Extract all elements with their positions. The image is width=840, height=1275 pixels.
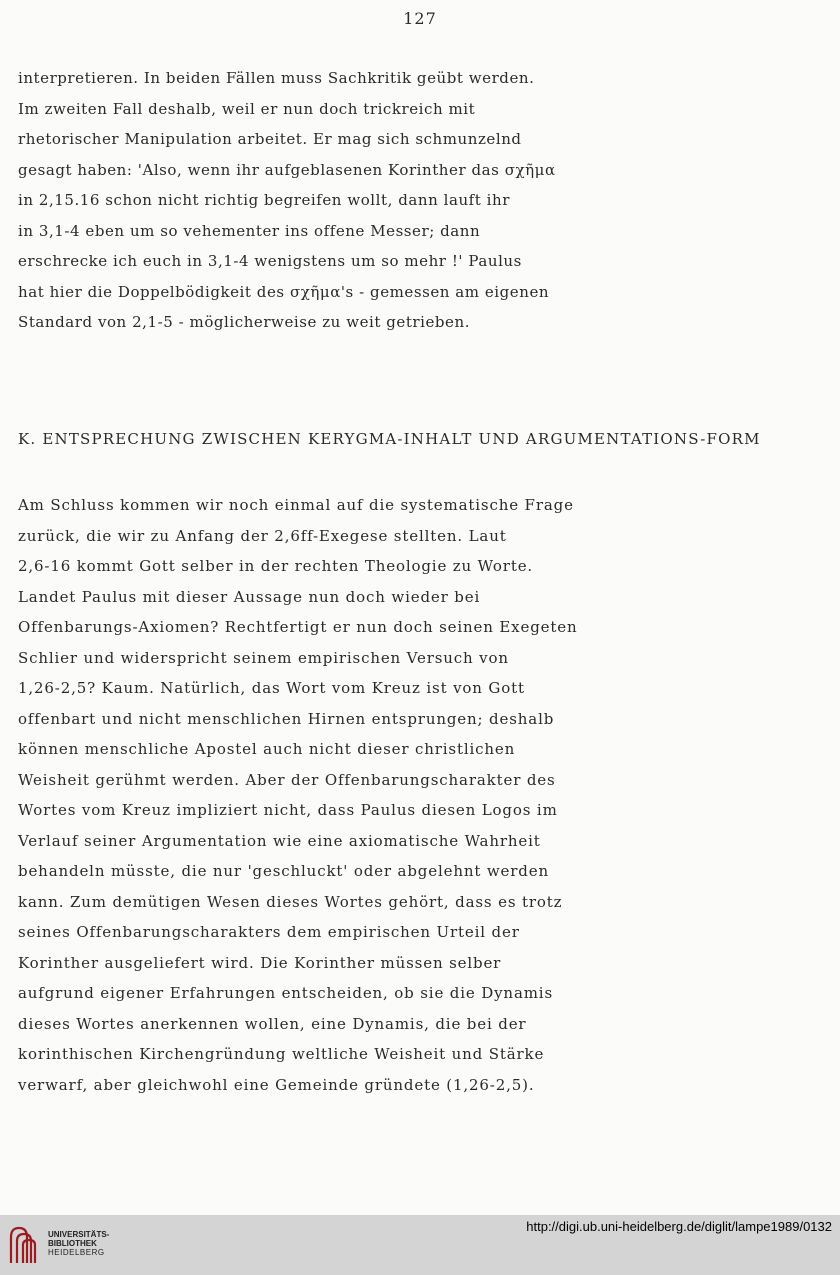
page-number: 127 [403,9,437,28]
text-line: offenbart und nicht menschlichen Hirnen entsprungen; deshalb [18,709,555,728]
section-heading: K. ENTSPRECHUNG ZWISCHEN KERYGMA-INHALT UND ARGUMENTATIONS-FORM [18,430,761,448]
text-line: Landet Paulus mit dieser Aussage nun doch wieder bei [18,587,481,606]
text-line: Offenbarungs-Axiomen? Rechtfertigt er nun doch seinen Exegeten [18,618,578,636]
text-line: hat hier die Doppelbödigkeit des σχῆμα's - gemessen am eigenen [18,282,550,301]
text-line: in 3,1-4 eben um so vehementer ins offene Messer; dann [18,221,481,240]
library-name-line2: BIBLIOTHEK [48,1239,97,1248]
text-line: Am Schluss kommen wir noch einmal auf die systematische Frage [18,496,574,514]
text-line: Weisheit gerühmt werden. Aber der Offenbarungscharakter des [18,770,556,789]
text-line: 2,6-16 kommt Gott selber in der rechten Theologie zu Worte. [18,557,534,575]
text-line: rhetorischer Manipulation arbeitet. Er mag sich schmunzelnd [18,130,522,148]
text-line: verwarf, aber gleichwohl eine Gemeinde gründete (1,26-2,5). [18,1075,535,1094]
text-line: seines Offenbarungscharakters dem empirischen Urteil der [18,923,520,941]
paragraph-2 [18,490,818,1100]
text-line: Standard von 2,1-5 - möglicherweise zu weit getrieben. [18,313,471,331]
library-name-line1: UNIVERSITÄTS- [48,1230,110,1239]
text-line: 1,26-2,5? Kaum. Natürlich, das Wort vom Kreuz ist von Gott [18,679,525,697]
footer-bar [0,1215,840,1275]
text-line: Korinther ausgeliefert wird. Die Korinther müssen selber [18,953,502,972]
text-line: zurück, die wir zu Anfang der 2,6ff-Exegese stellten. Laut [18,526,507,545]
text-line: aufgrund eigener Erfahrungen entscheiden, ob sie die Dynamis [18,984,554,1002]
text-line: Wortes vom Kreuz impliziert nicht, dass Paulus diesen Logos im [18,801,558,819]
text-line: kann. Zum demütigen Wesen dieses Wortes gehört, dass es trotz [18,892,563,911]
library-name-line3: HEIDELBERG [48,1248,105,1257]
logo-arch-inner [23,1240,35,1263]
text-line: korinthischen Kirchengründung weltliche Weisheit und Stärke [18,1045,545,1063]
text-line: behandeln müsste, die nur 'geschluckt' oder abgelehnt werden [18,862,549,880]
library-logo-icon [8,1223,42,1267]
logo-arches [11,1228,35,1263]
text-line: können menschliche Apostel auch nicht dieser christlichen [18,740,516,758]
text-line: gesagt haben: 'Also, wenn ihr aufgeblasenen Korinther das σχῆμα [18,160,556,179]
text-line: Schlier und widerspricht seinem empirischen Versuch von [18,648,509,667]
paragraph-1 [18,63,818,338]
text-line: erschrecke ich euch in 3,1-4 wenigstens um so mehr !' Paulus [18,252,522,270]
text-line: dieses Wortes anerkennen wollen, eine Dynamis, die bei der [18,1014,527,1033]
library-name [48,1230,109,1257]
text-line: Im zweiten Fall deshalb, weil er nun doch trickreich mit [18,99,476,118]
text-line: in 2,15.16 schon nicht richtig begreifen wollt, dann lauft ihr [18,191,510,209]
permalink-url[interactable]: http://digi.ub.uni-heidelberg.de/diglit/lampe1989/0132 [526,1219,832,1234]
text-line: interpretieren. In beiden Fällen muss Sachkritik geübt werden. [18,69,535,87]
text-line: Verlauf seiner Argumentation wie eine axiomatische Wahrheit [18,831,541,850]
